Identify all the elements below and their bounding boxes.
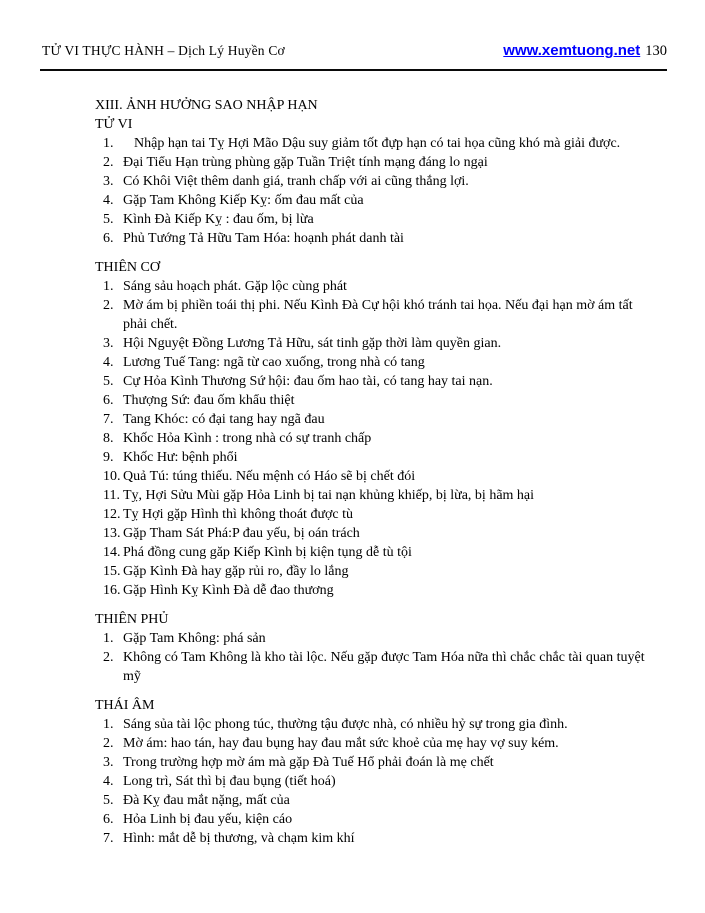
list-item-number: 5. <box>103 793 114 808</box>
list-item <box>95 429 657 448</box>
list-item-text: Không có Tam Không là kho tài lộc. Nếu gặp được Tam Hóa nữa thì chắc chắc tài quan tuyệt mỹ <box>123 650 645 684</box>
list-item-number: 3. <box>103 336 114 351</box>
list-item-text: Nhập hạn tai Tỵ Hợi Mão Dậu suy giảm tốt đựp hạn có tai họa cũng khó mà giải được. <box>134 136 621 151</box>
list-item-number: 1. <box>103 279 114 294</box>
list-item-text: Phá đồng cung găp Kiếp Kình bị kiện tụng dễ tù tội <box>123 545 412 560</box>
list-item <box>95 791 657 810</box>
list-item-text: Lương Tuế Tang: ngã từ cao xuống, trong nhà có tang <box>123 355 425 370</box>
list-item <box>95 629 657 648</box>
list-item-text: Phủ Tướng Tả Hữu Tam Hóa: hoạnh phát danh tài <box>123 231 404 246</box>
list-item <box>95 277 657 296</box>
list-item-number: 2. <box>103 298 114 313</box>
list-item <box>95 486 657 505</box>
list-item <box>95 505 657 524</box>
list-item-text: Hội Nguyệt Đồng Lương Tả Hữu, sát tinh gặp thời làm quyền gian. <box>123 336 502 351</box>
list-item <box>95 829 657 848</box>
list-item-text: Mờ ám: hao tán, hay đau bụng hay đau mắt sức khoẻ của mẹ hay vợ suy kém. <box>123 736 559 751</box>
list-item <box>95 210 657 229</box>
list-item-text: Tỵ Hợi gặp Hình thì không thoát được tù <box>123 507 354 522</box>
list-item <box>95 191 657 210</box>
list-item <box>95 543 657 562</box>
list-item <box>95 353 657 372</box>
list-item-number: 1. <box>103 136 114 151</box>
list-item-number: 2. <box>103 155 114 170</box>
list-item-text: Đà Kỵ đau mắt nặng, mất của <box>123 793 290 808</box>
list-item-number: 6. <box>103 812 114 827</box>
doc-section <box>95 610 657 686</box>
list-item <box>95 753 657 772</box>
list-item-text: Tỵ, Hợi Sửu Mùi gặp Hỏa Linh bị tai nạn khủng khiếp, bị lừa, bị hãm hại <box>123 488 535 503</box>
section-items <box>95 134 657 248</box>
document-body <box>95 96 657 848</box>
list-item-number: 13. <box>103 526 121 541</box>
list-item-number: 5. <box>103 212 114 227</box>
list-item-text: Kình Đà Kiếp Kỵ : đau ốm, bị lừa <box>123 212 314 227</box>
page-header <box>0 0 705 60</box>
list-item-text: Tang Khóc: có đại tang hay ngã đau <box>123 412 325 427</box>
list-item <box>95 153 657 172</box>
list-item-text: Hỏa Linh bị đau yếu, kiện cáo <box>123 812 293 827</box>
list-item-text: Có Khôi Việt thêm danh giá, tranh chấp với ai cũng thắng lợi. <box>123 174 469 189</box>
list-item <box>95 296 657 334</box>
header-divider <box>40 69 667 71</box>
list-item-number: 9. <box>103 450 114 465</box>
section-items <box>95 629 657 686</box>
list-item-number: 7. <box>103 831 114 846</box>
list-item <box>95 562 657 581</box>
doc-section <box>95 696 657 848</box>
list-item-text: Mờ ám bị phiền toái thị phi. Nếu Kình Đà Cự hội khó tránh tai họa. Nếu đại hạn mờ ám tất phải chết. <box>123 298 633 332</box>
list-item-number: 6. <box>103 231 114 246</box>
list-item-text: Quả Tú: túng thiếu. Nếu mệnh có Háo sẽ bị chết đói <box>123 469 416 484</box>
list-item-number: 6. <box>103 393 114 408</box>
list-item-number: 4. <box>103 774 114 789</box>
list-item-text: Gặp Tam Không Kiếp Kỵ: ốm đau mất của <box>123 193 364 208</box>
list-item <box>95 734 657 753</box>
list-item-text: Gặp Tam Không: phá sản <box>123 631 266 646</box>
list-item-number: 16. <box>103 583 121 598</box>
list-item-number: 5. <box>103 374 114 389</box>
doc-section <box>95 258 657 600</box>
list-item-number: 15. <box>103 564 121 579</box>
list-item-number: 12. <box>103 507 121 522</box>
list-item-text: Khốc Hư: bệnh phổi <box>123 450 238 465</box>
list-item-number: 14. <box>103 545 121 560</box>
list-item-number: 8. <box>103 431 114 446</box>
list-item <box>95 772 657 791</box>
list-item-text: Gặp Tham Sát Phá:P đau yếu, bị oán trách <box>123 526 360 541</box>
list-item <box>95 410 657 429</box>
list-item-text: Thượng Sứ: đau ốm khẩu thiệt <box>123 393 295 408</box>
list-item-text: Khốc Hỏa Kình : trong nhà có sự tranh chấp <box>123 431 372 446</box>
list-item-number: 3. <box>103 755 114 770</box>
list-item <box>95 467 657 486</box>
list-item-number: 3. <box>103 174 114 189</box>
list-item-text: Sáng sảu hoạch phát. Gặp lộc cùng phát <box>123 279 347 294</box>
list-item-number: 1. <box>103 717 114 732</box>
list-item-text: Cự Hỏa Kình Thương Sứ hội: đau ốm hao tài, có tang hay tai nạn. <box>123 374 493 389</box>
list-item-number: 2. <box>103 650 114 665</box>
list-item <box>95 172 657 191</box>
list-item-text: Đại Tiểu Hạn trùng phùng gặp Tuần Triệt tính mạng đáng lo ngại <box>123 155 488 170</box>
list-item-number: 4. <box>103 355 114 370</box>
list-item <box>95 372 657 391</box>
section-items <box>95 715 657 848</box>
section-title: THÁI ÂM <box>95 698 155 713</box>
list-item-number: 7. <box>103 412 114 427</box>
list-item <box>95 391 657 410</box>
doc-section <box>95 115 657 248</box>
list-item <box>95 448 657 467</box>
list-item-text: Gặp Kình Đà hay gặp rủi ro, đầy lo lắng <box>123 564 349 579</box>
list-item-number: 4. <box>103 193 114 208</box>
list-item-text: Long trì, Sát thì bị đau bụng (tiết hoá) <box>123 774 336 789</box>
list-item <box>95 524 657 543</box>
section-title: THIÊN PHỦ <box>95 612 169 627</box>
section-items <box>95 277 657 600</box>
chapter-heading: XIII. ẢNH HƯỞNG SAO NHẬP HẠN <box>95 98 318 113</box>
list-item <box>95 715 657 734</box>
header-right <box>503 42 667 60</box>
header-link[interactable]: www.xemtuong.net <box>503 42 641 59</box>
list-item <box>95 134 657 153</box>
list-item-text: Gặp Hình Kỵ Kình Đà dễ đao thương <box>123 583 334 598</box>
list-item-number: 11. <box>103 488 120 503</box>
list-item <box>95 648 657 686</box>
list-item <box>95 581 657 600</box>
section-title: TỬ VI <box>95 117 133 132</box>
list-item <box>95 810 657 829</box>
header-title: TỬ VI THỰC HÀNH – Dịch Lý Huyền Cơ <box>42 43 285 58</box>
list-item-number: 10. <box>103 469 121 484</box>
sections-container <box>95 115 657 848</box>
list-item-text: Hình: mắt dễ bị thương, và chạm kim khí <box>123 831 355 846</box>
section-title: THIÊN CƠ <box>95 260 160 275</box>
list-item-number: 2. <box>103 736 114 751</box>
list-item <box>95 334 657 353</box>
list-item-text: Sáng sủa tài lộc phong túc, thường tậu được nhà, có nhiều hỷ sự trong gia đình. <box>123 717 568 732</box>
page-number: 130 <box>645 43 667 59</box>
list-item-number: 1. <box>103 631 114 646</box>
list-item <box>95 229 657 248</box>
list-item-text: Trong trường hợp mờ ám mà gặp Đà Tuế Hổ phải đoán là mẹ chết <box>123 755 494 770</box>
